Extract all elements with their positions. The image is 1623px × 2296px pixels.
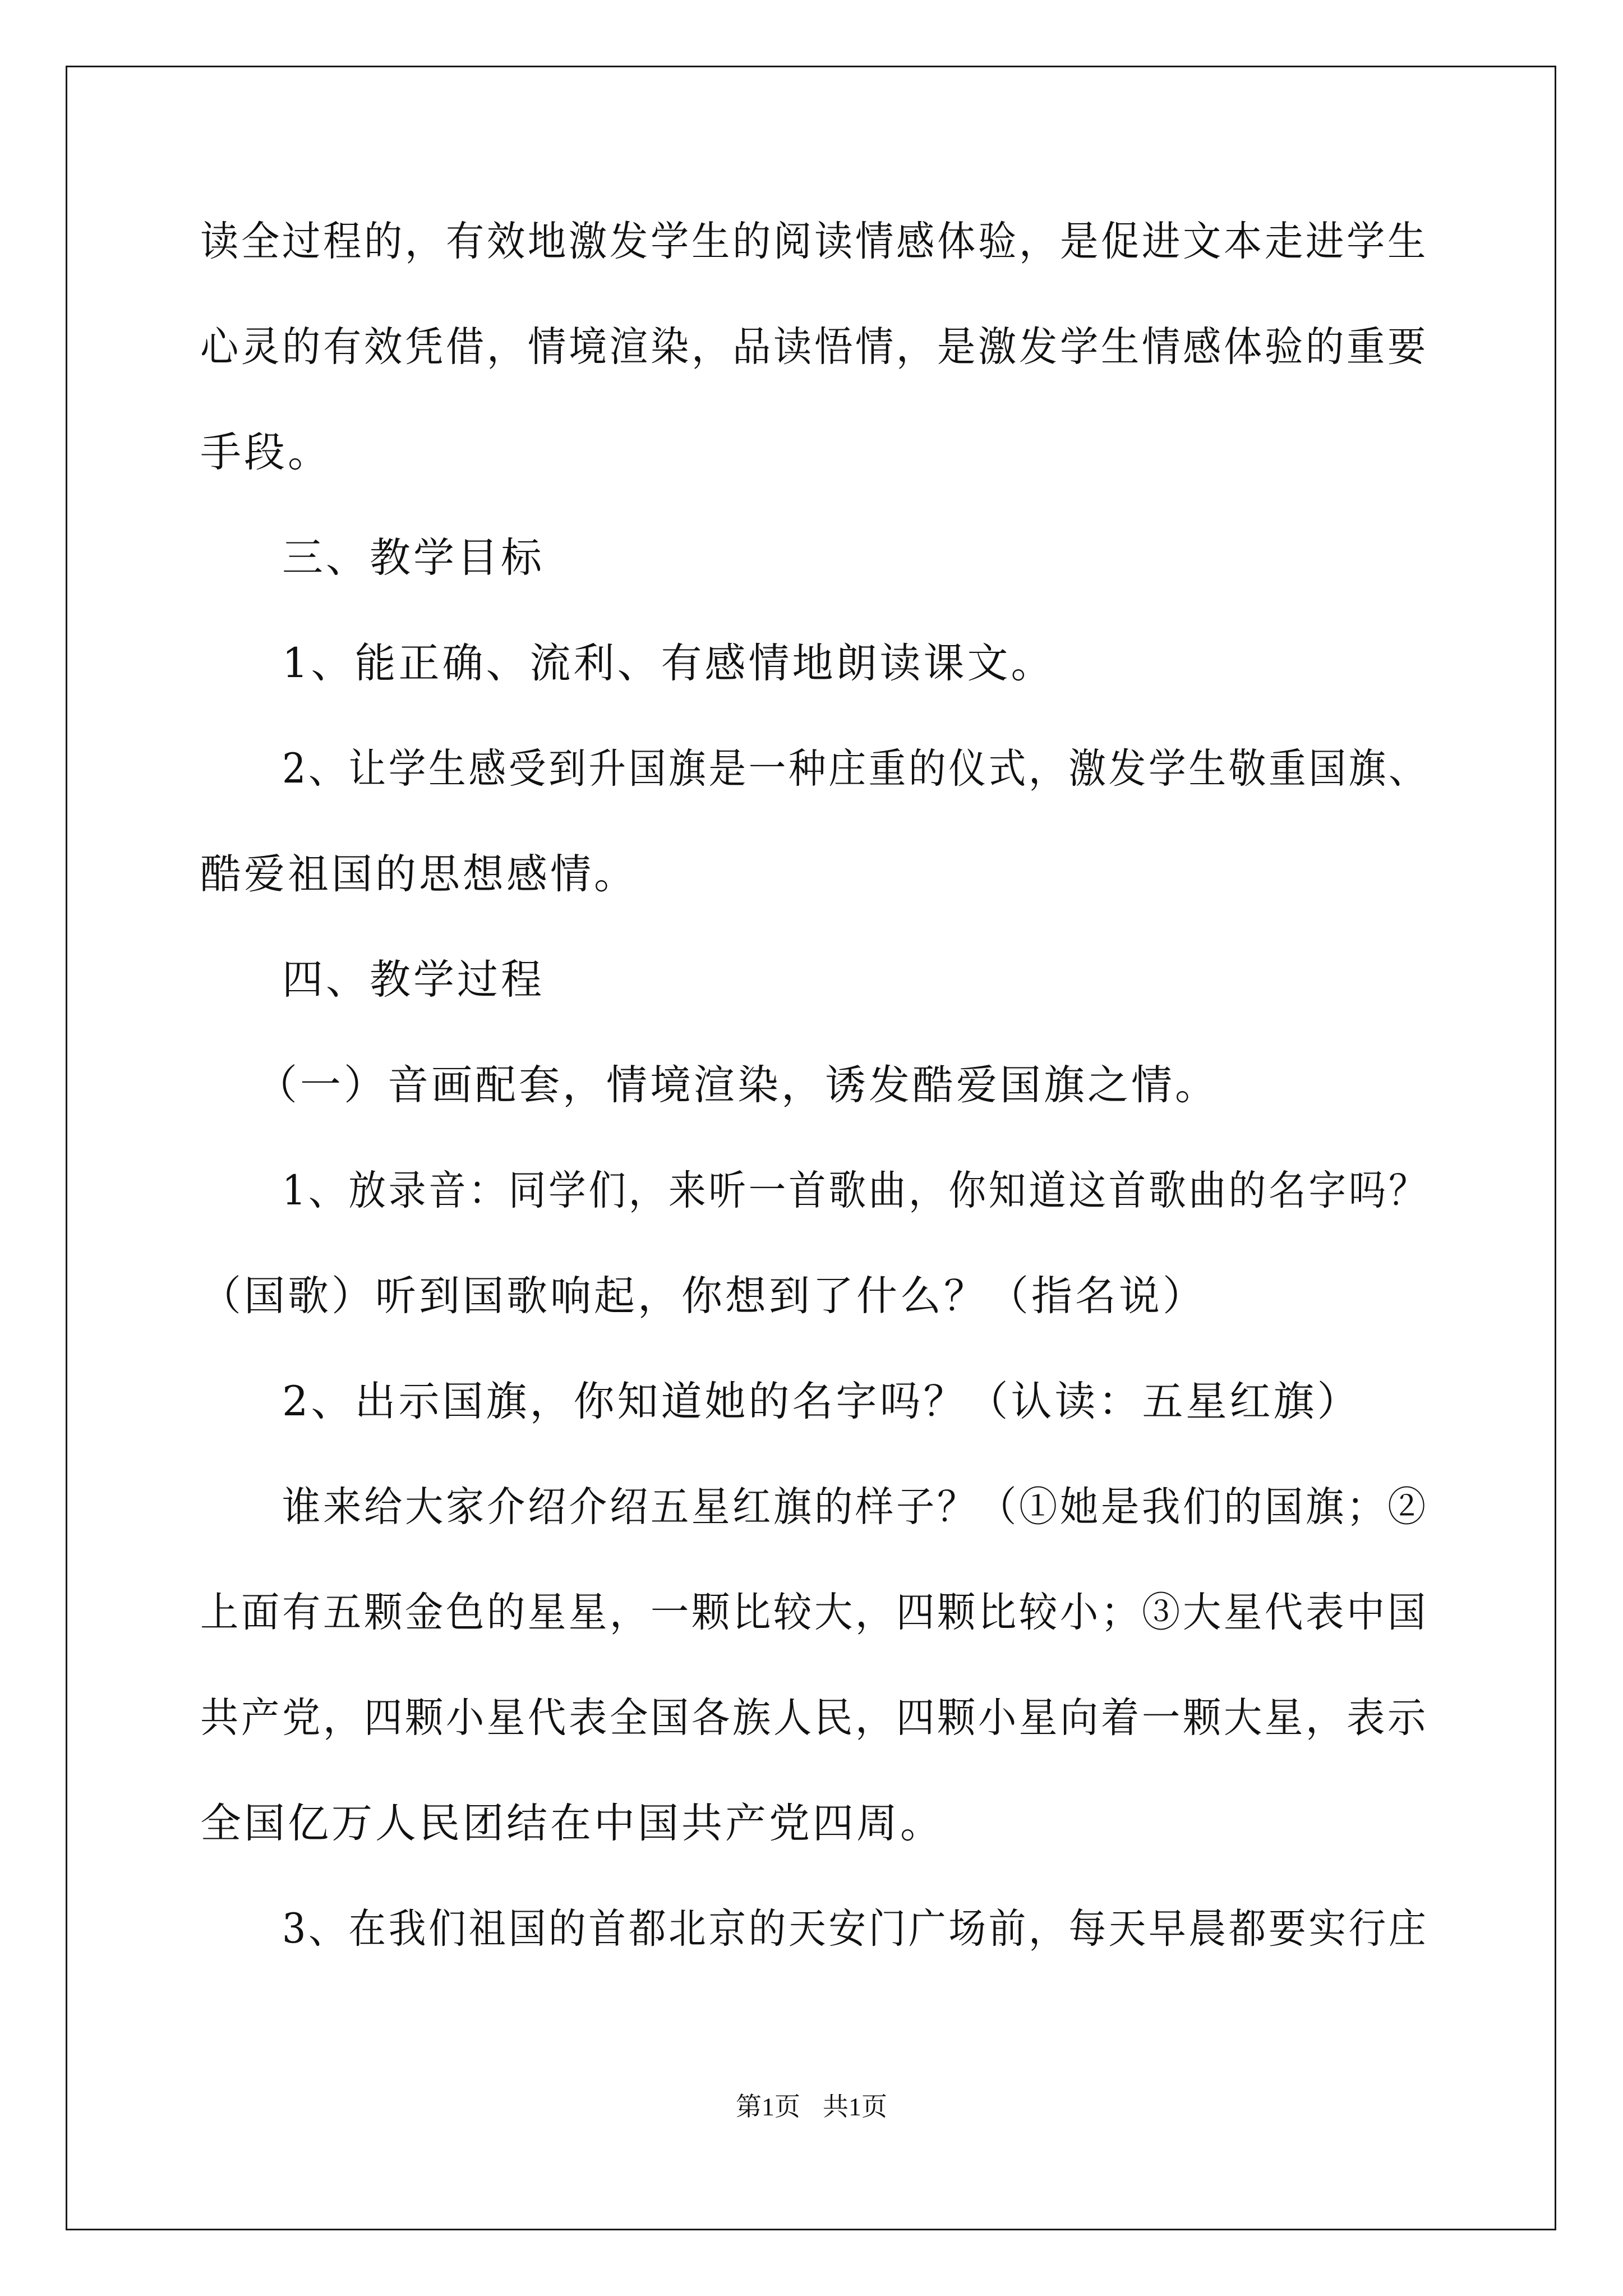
subsection-heading: （一）音画配套，情境渲染，诱发酷爱国旗之情。 bbox=[256, 1061, 1219, 1109]
paragraph-line: 上面有五颗金色的星星，一颗比较大，四颗比较小；③大星代表中国 bbox=[200, 1589, 1429, 1636]
page-number: 第1页 bbox=[736, 2092, 800, 2121]
page-footer bbox=[0, 2090, 1623, 2124]
paragraph-line: 读全过程的，有效地激发学生的阅读情感体验，是促进文本走进学生 bbox=[200, 218, 1429, 265]
paragraph-line: 1、放录音：同学们，来听一首歌曲，你知道这首歌曲的名字吗？ bbox=[282, 1167, 1429, 1214]
paragraph-line: 心灵的有效凭借，情境渲染，品读悟情，是激发学生情感体验的重要 bbox=[200, 323, 1429, 371]
paragraph-line: 共产党，四颗小星代表全国各族人民，四颗小星向着一颗大星，表示 bbox=[200, 1694, 1429, 1742]
paragraph-line: 3、在我们祖国的首都北京的天安门广场前，每天早晨都要实行庄 bbox=[282, 1905, 1429, 1953]
paragraph-line: （国歌）听到国歌响起，你想到了什么？（指名说） bbox=[200, 1272, 1206, 1320]
paragraph-line: 2、让学生感受到升国旗是一种庄重的仪式，激发学生敬重国旗、 bbox=[282, 745, 1429, 793]
paragraph-line: 手段。 bbox=[200, 429, 331, 476]
section-heading: 三、教学目标 bbox=[282, 534, 545, 582]
page-total: 共1页 bbox=[823, 2092, 887, 2121]
paragraph-line: 谁来给大家介绍介绍五星红旗的样子？（①她是我们的国旗；② bbox=[282, 1483, 1429, 1531]
paragraph-line: 1、能正确、流利、有感情地朗读课文。 bbox=[282, 639, 1055, 687]
section-heading: 四、教学过程 bbox=[282, 956, 545, 1004]
paragraph-line: 酷爱祖国的思想感情。 bbox=[200, 850, 638, 898]
paragraph-line: 全国亿万人民团结在中国共产党四周。 bbox=[200, 1800, 944, 1847]
paragraph-line: 2、出示国旗，你知道她的名字吗？（认读：五星红旗） bbox=[282, 1378, 1361, 1425]
